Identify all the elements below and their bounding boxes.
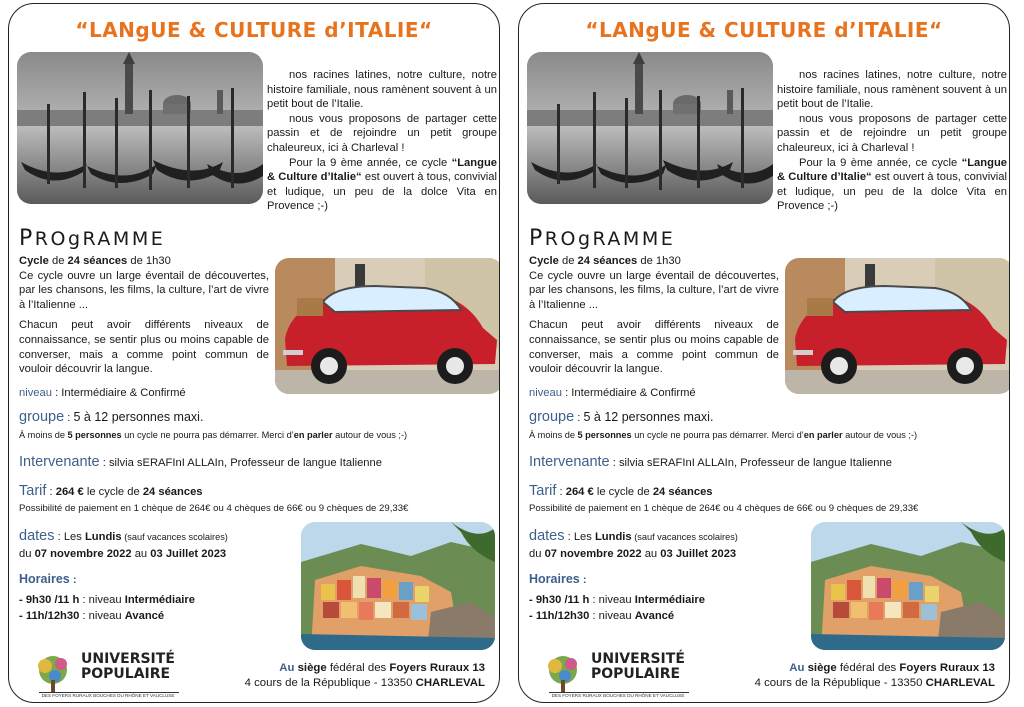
footer-org: Foyers Ruraux 13 [389,662,485,674]
slot2-time: - 11h/12h30 [529,610,590,623]
intervenante-sep: : [99,457,109,469]
groupe-note [529,428,917,443]
flyer-title: “LANgUE & CULTURE d’ITALIE“ [75,18,433,42]
tarif-block [529,484,918,516]
programme-heading-cap: P [19,226,35,251]
tarif-note: Possibilité de paiement en 1 chèque de 264€ ou 4 chèques de 66€ ou 9 chèques de 29,33€ [529,502,919,514]
dates-sep: : [564,531,574,543]
intro-paragraph: nous vous proposons de partager cette passin et de rejoindre un petit groupe chaleureux, ici à Charleval ! [267,112,497,154]
dates-les: Les [63,531,85,543]
groupe-note-emph: en parler [803,429,843,440]
cycle-sessions: 24 séances [67,255,128,267]
tarif-note: Possibilité de paiement en 1 chèque de 264€ ou 4 chèques de 66€ ou 9 chèques de 29,33€ [19,502,409,514]
logo-line2: POPULAIRE [81,666,171,682]
dates-day: Lundis [594,531,632,543]
logo-line1: UNIVERSITÉ [81,651,175,667]
groupe-label: groupe [529,409,575,425]
groupe-value: 5 à 12 personnes maxi. [73,410,204,424]
programme-block [19,254,269,377]
footer-siege: siège [804,662,837,674]
groupe-note-part: un cycle ne pourra pas démarrer. Merci d’ [121,429,294,440]
intervenante-value: silvia sERAFInI ALLAIn, Professeur de langue Italienne [108,457,382,469]
footer-city: CHARLEVAL [925,677,995,689]
slot1-level: Intermédiaire [634,593,705,606]
venice-gondolas-photo [527,52,773,204]
logo-subtitle: DES FOYERS RURAUX BOUCHES DU RHÔNE ET VAUCLUSE [551,693,685,698]
tarif-label: Tarif [529,483,557,499]
slot1-time: - 9h30 /11 h [19,593,80,606]
intervenante-line [529,455,892,471]
slot2-mid: : niveau [589,610,635,623]
horaires-label: Horaires [19,572,70,586]
intervenante-line [19,455,382,471]
tarif-mid: le cycle de [593,486,653,498]
cycle-label: Cycle [529,255,559,267]
dates-start: 07 novembre 2022 [34,547,132,560]
cycle-line [19,254,269,269]
dates-end: 03 Juillet 2023 [660,547,737,560]
programme-paragraph: Chacun peut avoir différents niveaux de connaissance, se sentir plus ou moins capable de converser, mais a comme point commun de vouloir découvrir la langue. [529,319,779,376]
groupe-note-part: un cycle ne pourra pas démarrer. Merci d’ [631,429,804,440]
groupe-note-part: autour de vous ;-) [842,429,918,440]
programme-heading-rest: ROgRAMME [34,228,166,250]
logo-line1: UNIVERSITÉ [591,651,685,667]
groupe-block [19,410,407,442]
cinque-terre-photo [811,522,1005,650]
course-name: “Langue & Culture d’Italie“ [777,156,1007,184]
course-name: “Langue & Culture d’Italie“ [267,156,497,184]
programme-paragraph: Chacun peut avoir différents niveaux de connaissance, se sentir plus ou moins capable de converser, mais a comme point commun de vouloir découvrir la langue. [19,319,269,376]
logo-subtitle: DES FOYERS RURAUX BOUCHES DU RHÔNE ET VAUCLUSE [41,693,175,698]
horaires-label: Horaires [529,572,580,586]
tarif-price: 264 € [55,486,84,498]
programme-paragraph: Ce cycle ouvre un large éventail de découvertes, par les chansons, les films, la culture, l’art de vivre à l’Italienne ... [19,269,269,311]
slot2-level: Avancé [634,610,675,623]
groupe-value: 5 à 12 personnes maxi. [583,410,714,424]
flyer-left [8,3,500,703]
intervenante-label: Intervenante [19,454,100,470]
niveau-value: Intermédiaire & Confirmé [61,387,186,399]
dates-du: du [19,547,35,560]
groupe-note-min: 5 personnes [67,429,122,440]
footer-address [245,661,485,691]
niveau-line [19,386,186,401]
tarif-price: 264 € [565,486,594,498]
dates-start: 07 novembre 2022 [544,547,642,560]
footer-federal: fédéral des [326,662,390,674]
footer-au: Au [789,662,805,674]
venice-gondolas-photo [17,52,263,204]
programme-paragraph: Ce cycle ouvre un large éventail de découvertes, par les chansons, les films, la culture, l’art de vivre à l’Italienne ... [529,269,779,311]
programme-block [529,254,779,377]
intro-text-part: est ouvert à tous, convivial et ludique, un peu de la dolce Vita en Provence ;-) [777,171,1007,213]
dates-block [19,529,228,561]
horaires-sep: : [69,574,77,586]
intervenante-value: silvia sERAFInI ALLAIn, Professeur de langue Italienne [618,457,892,469]
slot2-time: - 11h/12h30 [19,610,80,623]
cycle-sessions: 24 séances [577,255,638,267]
horaires-block [19,572,195,624]
footer-street: 4 cours de la République - 13350 [244,677,416,689]
niveau-line [529,386,696,401]
intervenante-label: Intervenante [529,454,610,470]
tarif-sep: : [46,486,56,498]
intro-text-part: est ouvert à tous, convivial et ludique, un peu de la dolce Vita en Provence ;-) [267,171,497,213]
programme-heading [529,226,675,251]
groupe-note-emph: en parler [293,429,333,440]
horaires-block [529,572,705,624]
universite-populaire-logo [33,652,183,698]
groupe-note-min: 5 personnes [577,429,632,440]
cycle-text: de [558,255,578,267]
groupe-label: groupe [19,409,65,425]
niveau-sep: : [561,387,572,399]
groupe-note-part: autour de vous ;-) [332,429,408,440]
niveau-label: niveau [19,387,52,399]
slot1-level: Intermédiaire [124,593,195,606]
tarif-mid: le cycle de [83,486,143,498]
niveau-label: niveau [529,387,562,399]
intro-paragraph [777,156,1007,214]
tarif-sessions: 24 séances [652,486,713,498]
footer-siege: siège [294,662,327,674]
intro-text [777,68,1007,214]
dates-label: dates [19,528,55,544]
groupe-block [529,410,917,442]
footer-address [755,661,995,691]
programme-heading-rest: ROgRAMME [544,228,676,250]
niveau-sep: : [51,387,62,399]
intro-paragraph [267,156,497,214]
red-fiat-500-photo [785,258,1010,394]
dates-sep: : [54,531,64,543]
tarif-label: Tarif [19,483,47,499]
footer-au: Au [279,662,295,674]
footer-street: 4 cours de la République - 13350 [754,677,926,689]
intro-paragraph: nos racines latines, notre culture, notre histoire familiale, nous ramènent souvent à un petit bout de l’Italie. [777,69,1007,111]
slot1-time: - 9h30 /11 h [529,593,590,606]
groupe-sep: : [574,412,584,424]
dates-paren: (sauf vacances scolaires) [631,532,738,542]
cycle-label: Cycle [19,255,49,267]
slot2-mid: : niveau [79,610,125,623]
footer-federal: fédéral des [836,662,900,674]
intervenante-sep: : [609,457,619,469]
niveau-value: Intermédiaire & Confirmé [571,387,696,399]
tarif-block [19,484,408,516]
slot1-mid: : niveau [79,593,125,606]
cycle-duration: de 1h30 [127,255,171,267]
intro-paragraph: nos racines latines, notre culture, notre histoire familiale, nous ramènent souvent à un petit bout de l’Italie. [267,69,497,111]
intro-text [267,68,497,214]
cycle-duration: de 1h30 [637,255,681,267]
dates-paren: (sauf vacances scolaires) [121,532,228,542]
dates-end: 03 Juillet 2023 [150,547,227,560]
dates-du: du [529,547,545,560]
dates-au: au [131,547,151,560]
dates-block [529,529,738,561]
dates-les: Les [573,531,595,543]
flyer-right [518,3,1010,703]
cinque-terre-photo [301,522,495,650]
slot2-level: Avancé [124,610,165,623]
dates-au: au [641,547,661,560]
logo-line2: POPULAIRE [591,666,681,682]
horaires-sep: : [579,574,587,586]
dates-day: Lundis [84,531,122,543]
intro-paragraph: nous vous proposons de partager cette passin et de rejoindre un petit groupe chaleureux, ici à Charleval ! [777,112,1007,154]
flyer-title: “LANgUE & CULTURE d’ITALIE“ [585,18,943,42]
universite-populaire-logo [543,652,693,698]
intro-text-part: Pour la 9 ème année, ce cycle [289,156,452,169]
footer-city: CHARLEVAL [415,677,485,689]
red-fiat-500-photo [275,258,500,394]
programme-heading [19,226,165,251]
groupe-note-part: À moins de [19,429,68,440]
tarif-sessions: 24 séances [142,486,203,498]
footer-org: Foyers Ruraux 13 [899,662,995,674]
dates-label: dates [529,528,565,544]
groupe-note-part: À moins de [529,429,578,440]
cycle-text: de [48,255,68,267]
cycle-line [529,254,779,269]
programme-heading-cap: P [529,226,545,251]
tarif-sep: : [556,486,566,498]
intro-text-part: Pour la 9 ème année, ce cycle [799,156,962,169]
groupe-sep: : [64,412,74,424]
groupe-note [19,428,407,443]
slot1-mid: : niveau [589,593,635,606]
